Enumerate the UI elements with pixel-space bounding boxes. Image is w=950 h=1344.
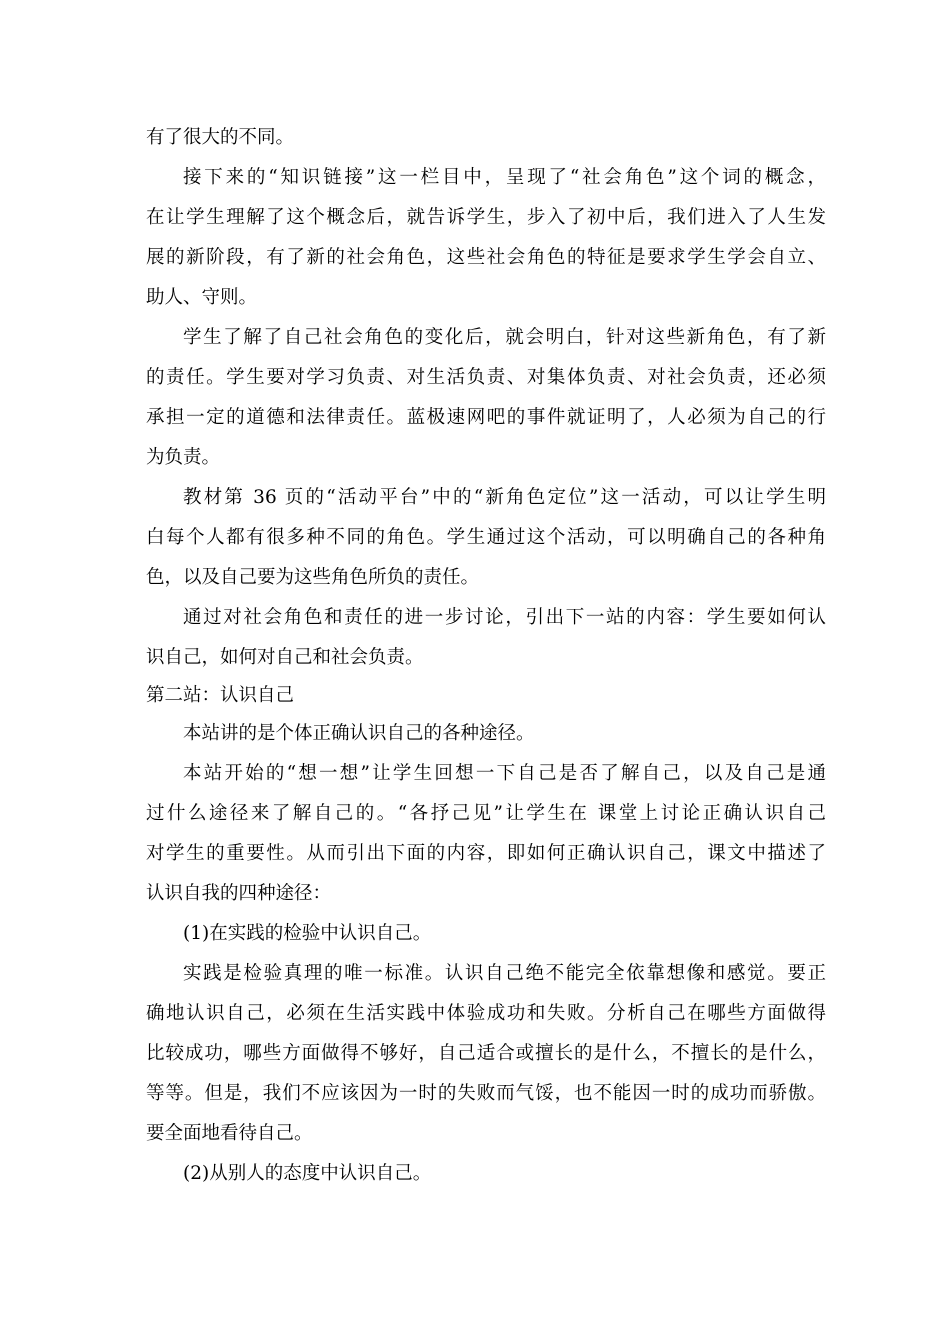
text-line: 为负责。 <box>146 447 221 468</box>
text-line: 助人、守则。 <box>146 287 258 308</box>
text-line: 识自己，如何对自己和社会负责。 <box>146 647 424 668</box>
text-line: 的责任。学生要对学习负责、对生活负责、对集体负责、对社会负责，还必须 <box>146 367 826 388</box>
text-line: 对学生的重要性。从而引出下面的内容，即如何正确认识自己，课文中描述了 <box>146 843 826 864</box>
paragraph-start-line: 本站讲的是个体正确认识自己的各种途径。 <box>183 723 535 744</box>
text-line: 在让学生理解了这个概念后，就告诉学生，步入了初中后，我们进入了人生发 <box>146 207 826 228</box>
list-item-heading: (1)在实践的检验中认识自己。 <box>183 923 432 944</box>
paragraph-start-line: 接下来的“知识链接”这一栏目中，呈现了“社会角色”这个词的概念， <box>183 167 826 188</box>
text-line: 有了很大的不同。 <box>146 127 295 148</box>
text-line: 展的新阶段，有了新的社会角色，这些社会角色的特征是要求学生学会自立、 <box>146 247 826 268</box>
text-line: 白每个人都有很多种不同的角色。学生通过这个活动，可以明确自己的各种角 <box>146 527 826 548</box>
text-line: 认识自我的四种途径： <box>146 883 332 904</box>
text-line: 比较成功，哪些方面做得不够好，自己适合或擅长的是什么，不擅长的是什么， <box>146 1043 826 1064</box>
text-line: 等等。但是，我们不应该因为一时的失败而气馁，也不能因一时的成功而骄傲。 <box>146 1083 826 1104</box>
text-line: 确地认识自己，必须在生活实践中体验成功和失败。分析自己在哪些方面做得 <box>146 1003 826 1024</box>
paragraph-start-line: 通过对社会角色和责任的进一步讨论，引出下一站的内容：学生要如何认 <box>183 607 826 628</box>
text-line: 过什么途径来了解自己的。“各抒己见”让学生在 课堂上讨论正确认识自己 <box>146 803 826 824</box>
list-item-heading: (2)从别人的态度中认识自己。 <box>183 1163 432 1184</box>
paragraph-start-line: 教材第 36 页的“活动平台”中的“新角色定位”这一活动，可以让学生明 <box>183 487 826 508</box>
section-heading: 第二站：认识自己 <box>146 685 295 706</box>
paragraph-start-line: 本站开始的“想一想”让学生回想一下自己是否了解自己，以及自己是通 <box>183 763 826 784</box>
text-line: 承担一定的道德和法律责任。蓝极速网吧的事件就证明了，人必须为自己的行 <box>146 407 826 428</box>
text-line: 要全面地看待自己。 <box>146 1123 313 1144</box>
text-line: 色，以及自己要为这些角色所负的责任。 <box>146 567 480 588</box>
paragraph-start-line: 实践是检验真理的唯一标准。认识自己绝不能完全依靠想像和感觉。要正 <box>183 963 826 984</box>
paragraph-start-line: 学生了解了自己社会角色的变化后，就会明白，针对这些新角色，有了新 <box>183 327 826 348</box>
